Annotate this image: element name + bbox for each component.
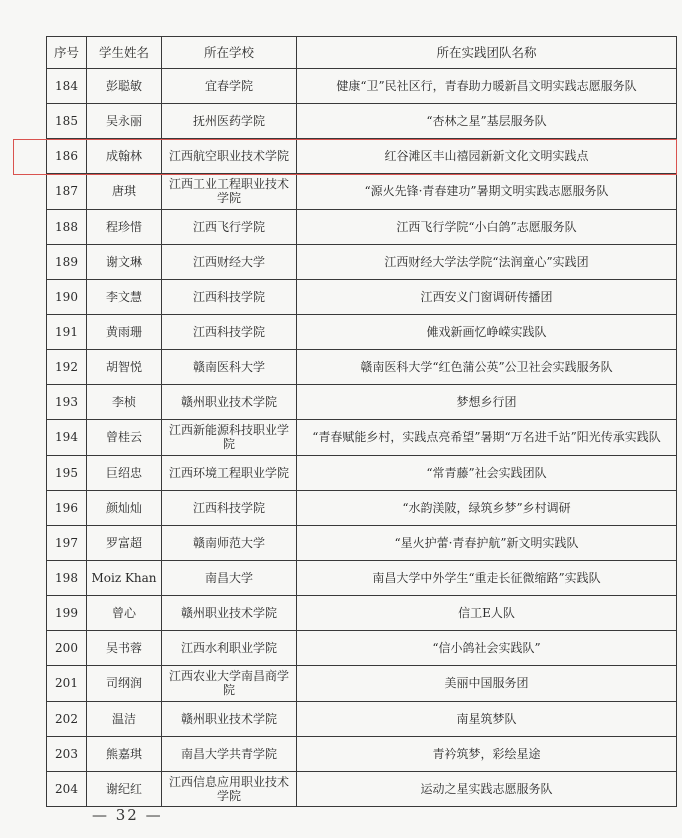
cell-name: 吴书蓉 <box>87 631 162 666</box>
cell-no: 187 <box>47 174 87 209</box>
cell-school: 宜春学院 <box>162 69 297 104</box>
cell-no: 192 <box>47 350 87 385</box>
table-row <box>47 314 677 349</box>
table-row <box>47 104 677 139</box>
cell-team: “源火先锋·青春建功”暑期文明实践志愿服务队 <box>297 174 677 209</box>
cell-no: 201 <box>47 666 87 701</box>
cell-no: 189 <box>47 244 87 279</box>
cell-no: 188 <box>47 209 87 244</box>
cell-team: 傩戏新画忆峥嵘实践队 <box>297 314 677 349</box>
cell-no: 204 <box>47 771 87 806</box>
cell-no: 191 <box>47 314 87 349</box>
cell-school: 江西财经大学 <box>162 244 297 279</box>
table-row <box>47 525 677 560</box>
cell-team: 美丽中国服务团 <box>297 666 677 701</box>
cell-school: 江西科技学院 <box>162 279 297 314</box>
cell-name: 胡智悦 <box>87 350 162 385</box>
cell-school: 赣州职业技术学院 <box>162 596 297 631</box>
cell-team: 江西财经大学法学院“法润童心”实践团 <box>297 244 677 279</box>
cell-team: 南昌大学中外学生“重走长征微缩路”实践队 <box>297 560 677 595</box>
cell-team: 健康“卫”民社区行，青春助力暖新昌文明实践志愿服务队 <box>297 69 677 104</box>
cell-school: 赣州职业技术学院 <box>162 385 297 420</box>
cell-school: 江西水利职业学院 <box>162 631 297 666</box>
header-team: 所在实践团队名称 <box>297 37 677 69</box>
cell-no: 203 <box>47 736 87 771</box>
cell-name: 李文慧 <box>87 279 162 314</box>
cell-school: 江西飞行学院 <box>162 209 297 244</box>
cell-school: 江西科技学院 <box>162 314 297 349</box>
table-body <box>47 69 677 807</box>
cell-name: 曾心 <box>87 596 162 631</box>
header-name: 学生姓名 <box>87 37 162 69</box>
cell-no: 184 <box>47 69 87 104</box>
cell-team: 江西安义门窗调研传播团 <box>297 279 677 314</box>
cell-school: 江西环境工程职业学院 <box>162 455 297 490</box>
cell-no: 196 <box>47 490 87 525</box>
cell-name: Moiz Khan <box>87 560 162 595</box>
header-no: 序号 <box>47 37 87 69</box>
table-row <box>47 736 677 771</box>
cell-team: “水韵渼陂，绿筑乡梦”乡村调研 <box>297 490 677 525</box>
cell-name: 巨绍忠 <box>87 455 162 490</box>
cell-team: “星火护蕾·青春护航”新文明实践队 <box>297 525 677 560</box>
table-row <box>47 350 677 385</box>
table-row <box>47 631 677 666</box>
cell-name: 谢文琳 <box>87 244 162 279</box>
cell-school: 赣南医科大学 <box>162 350 297 385</box>
cell-school: 赣南师范大学 <box>162 525 297 560</box>
cell-name: 温洁 <box>87 701 162 736</box>
table-row <box>47 596 677 631</box>
cell-team: 梦想乡行团 <box>297 385 677 420</box>
cell-name: 司纲润 <box>87 666 162 701</box>
cell-team: “信小鸽社会实践队” <box>297 631 677 666</box>
cell-school: 抚州医药学院 <box>162 104 297 139</box>
cell-name: 曾桂云 <box>87 420 162 455</box>
cell-school: 赣州职业技术学院 <box>162 701 297 736</box>
cell-name: 彭聪敏 <box>87 69 162 104</box>
table-header-row <box>47 37 677 69</box>
cell-team: 赣南医科大学“红色蒲公英”公卫社会实践服务队 <box>297 350 677 385</box>
cell-no: 202 <box>47 701 87 736</box>
cell-team: 运动之星实践志愿服务队 <box>297 771 677 806</box>
cell-school: 南昌大学共青学院 <box>162 736 297 771</box>
table-row <box>47 385 677 420</box>
table-row <box>47 174 677 209</box>
table-row <box>47 420 677 455</box>
cell-no: 190 <box>47 279 87 314</box>
cell-school: 江西农业大学南昌商学院 <box>162 666 297 701</box>
cell-team: 南星筑梦队 <box>297 701 677 736</box>
cell-school: 江西工业工程职业技术学院 <box>162 174 297 209</box>
cell-name: 罗富超 <box>87 525 162 560</box>
cell-name: 成翰林 <box>87 139 162 174</box>
cell-no: 186 <box>47 139 87 174</box>
cell-no: 194 <box>47 420 87 455</box>
table-row <box>47 771 677 806</box>
cell-school: 江西航空职业技术学院 <box>162 139 297 174</box>
cell-team: “青春赋能乡村，实践点亮希望”暑期“万名进千站”阳光传承实践队 <box>297 420 677 455</box>
header-school: 所在学校 <box>162 37 297 69</box>
cell-name: 吴永丽 <box>87 104 162 139</box>
cell-name: 谢纪红 <box>87 771 162 806</box>
cell-name: 程珍惜 <box>87 209 162 244</box>
cell-school: 江西信息应用职业技术学院 <box>162 771 297 806</box>
table-row <box>47 455 677 490</box>
table-row <box>47 279 677 314</box>
cell-name: 熊嘉琪 <box>87 736 162 771</box>
cell-team: 红谷滩区丰山禧园新新文化文明实践点 <box>297 139 677 174</box>
cell-no: 197 <box>47 525 87 560</box>
cell-name: 唐琪 <box>87 174 162 209</box>
cell-school: 南昌大学 <box>162 560 297 595</box>
cell-team: “常青藤”社会实践团队 <box>297 455 677 490</box>
table-row <box>47 139 677 174</box>
table-row <box>47 209 677 244</box>
table-row <box>47 701 677 736</box>
table-row <box>47 490 677 525</box>
cell-team: 信工E人队 <box>297 596 677 631</box>
cell-team: “杏林之星”基层服务队 <box>297 104 677 139</box>
cell-name: 李桢 <box>87 385 162 420</box>
cell-no: 200 <box>47 631 87 666</box>
table-row <box>47 244 677 279</box>
student-team-table <box>46 36 677 807</box>
cell-no: 185 <box>47 104 87 139</box>
table-row <box>47 560 677 595</box>
cell-name: 黄雨珊 <box>87 314 162 349</box>
cell-no: 193 <box>47 385 87 420</box>
cell-no: 198 <box>47 560 87 595</box>
cell-team: 江西飞行学院“小白鸽”志愿服务队 <box>297 209 677 244</box>
table-row <box>47 69 677 104</box>
cell-team: 青衿筑梦，彩绘星途 <box>297 736 677 771</box>
cell-school: 江西科技学院 <box>162 490 297 525</box>
cell-school: 江西新能源科技职业学院 <box>162 420 297 455</box>
cell-no: 199 <box>47 596 87 631</box>
cell-no: 195 <box>47 455 87 490</box>
cell-name: 颜灿灿 <box>87 490 162 525</box>
table-row <box>47 666 677 701</box>
page-number: — 32 — <box>92 806 163 824</box>
